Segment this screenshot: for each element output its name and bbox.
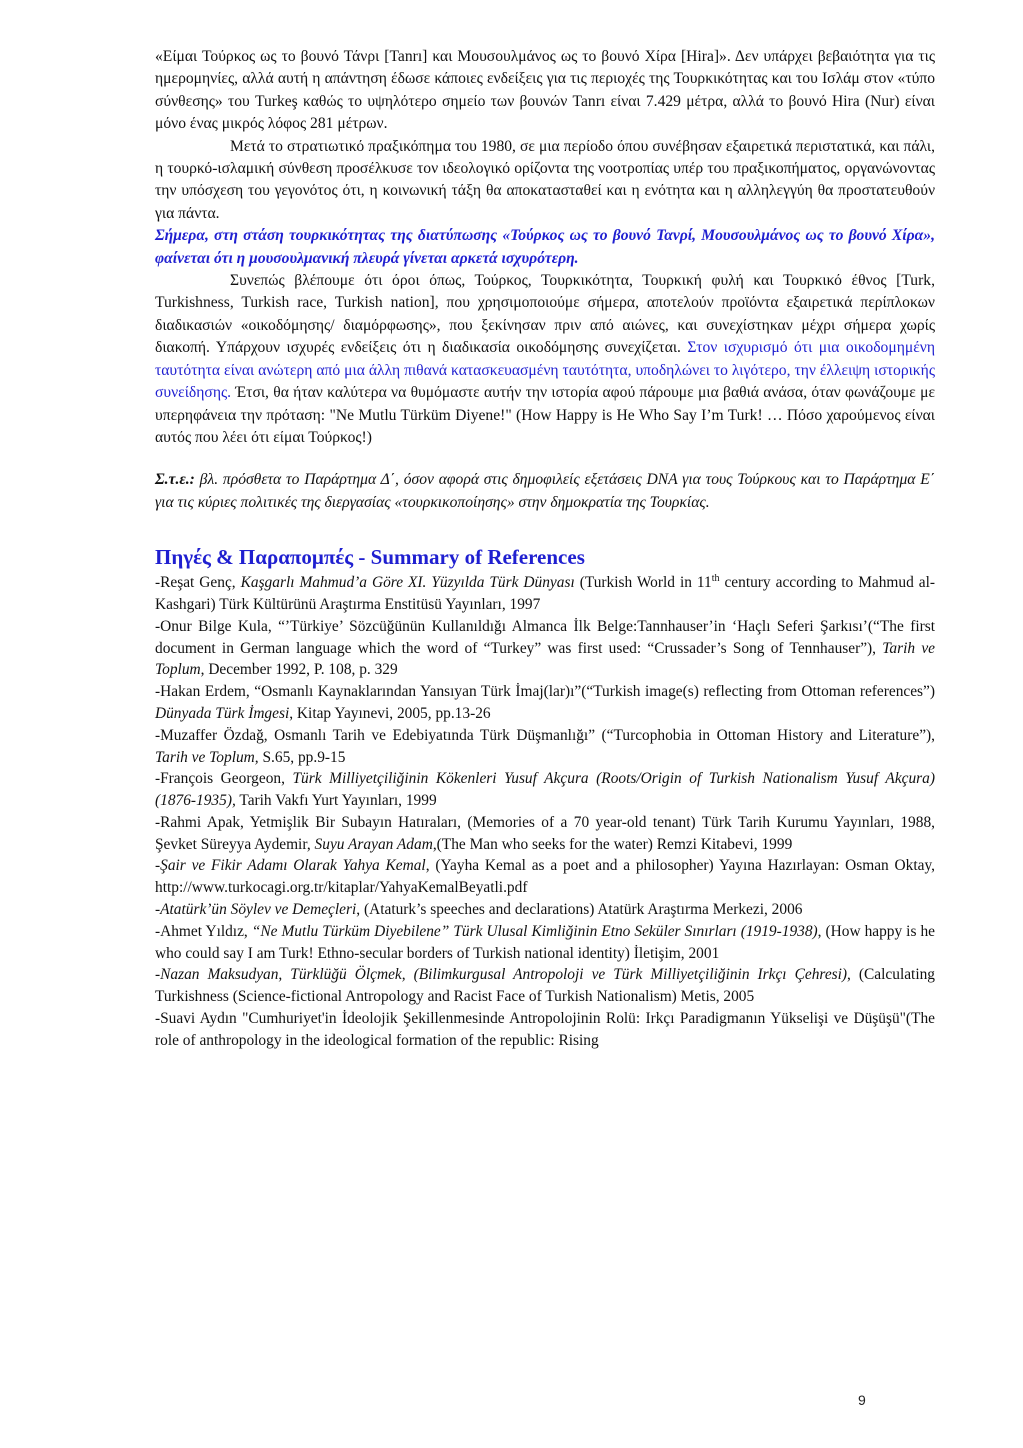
paragraph-4-highlight: Στον ισχυρισμό ότι μια οικοδομημένη ταυτότητα είναι ανώτερη από μια άλλη πιθανά κατασκευασμένη ταυτότητα, υποδηλώνει το λιγότερο, την έλλειψη ιστορικής συνείδησης. [155, 339, 935, 402]
reference-item [155, 616, 935, 681]
ref-text: ,(The Man who seeks for the water) Remzi Kitabevi, 1999 [432, 835, 793, 853]
editor-note-label: Σ.τ.ε.: [155, 471, 195, 489]
editor-note [155, 469, 935, 514]
ref-text: Tarih Vakfı Yurt Yayınları, 1999 [235, 792, 437, 810]
ref-title: “Ne Mutlu Türküm Diyebilene” Türk Ulusal Kimliğinin Etno Seküler Sınırları (1919-1938) [251, 922, 818, 940]
ref-text: -Onur Bilge Kula, “’Türkiye’ Sözcüğünün Kullanıldığı Almanca İlk Belge:Tannhauser’in ‘Haçlı Seferi Şarkısı’(“The first document in German language which the word of “Turkey” was first used: “Crussader’s Song of Tennhauser”), [155, 617, 935, 657]
ref-text: (Turkish World in 11 [574, 574, 712, 592]
reference-item [155, 768, 935, 812]
ref-title: Dünyada Türk İmgesi [155, 704, 290, 722]
reference-item [155, 725, 935, 769]
ref-text: -François Georgeon, [155, 770, 293, 788]
references-heading: Πηγές & Παραπομπές - Summary of References [155, 545, 585, 570]
page-number: 9 [858, 1392, 866, 1408]
ref-text: century according to Mahmud al-Kashgari) Türk Kültürünü Araştırma Enstitüsü Yayınları, 1997 [155, 574, 935, 613]
ref-text: , (Calculating Turkishness (Science-fictional Antropology and Racist Face of Turkish Nationalism) Metis, 2005 [155, 966, 935, 1006]
reference-item [155, 855, 935, 899]
ref-title: Tarih ve Toplum, [155, 748, 259, 766]
document-page [155, 46, 935, 1052]
ref-text: -Suavi Aydın "Cumhuriyet'in İdeolojik Şekillenmesinde Antropolojinin Rolü: Irkçı Paradigmanın Yükselişi ve Düşüşü"(The role of anthropology in the ideological formation of the republic: Rising [155, 1010, 935, 1049]
ref-text: , (Ataturk’s speeches and declarations) Atatürk Araştırma Merkezi, 2006 [356, 901, 803, 919]
ref-title: Tarih ve Toplum [155, 639, 935, 679]
ref-text: -Rahmi Apak, Yetmişlik Bir Subayın Hatıraları, (Memories of a 70 year-old tenant) Türk Tarih Kurumu Yayınları, 1988, Şevket Süreyya Aydemir, [155, 813, 935, 853]
ref-title: -Şair ve Fikir Adamı Olarak Yahya Kemal [155, 857, 426, 875]
reference-item [155, 812, 935, 856]
reference-item [155, 921, 935, 965]
ref-text: , December 1992, P. 108, p. 329 [200, 661, 398, 679]
reference-item [155, 899, 935, 921]
ref-text: , (Yayha Kemal as a poet and a philosopher) Yayına Hazırlayan: Osman Oktay, http://www.turkocagi.org.tr/kitaplar/YahyaKemalBeyatli.pdf [155, 857, 935, 897]
paragraph-4 [155, 270, 935, 449]
paragraph-1: «Είμαι Τούρκος ως το βουνό Τάνρι [Tanrı] και Μουσουλμάνος ως το βουνό Χίρα [Hira]». Δεν υπάρχει βεβαιότητα για τις ημερομηνίες, αλλά αυτή η απάντηση έδωσε κάποιες ενδείξεις για τις περιοχές της Τουρκικότητας και του Ισλάμ στον «τύπο σύνθεσης» του Turkeş καθώς το υψηλότερο σημείο των βουνών Tanrı είναι 7.429 μέτρα, αλλά το βουνό Hira (Nur) είναι μόνο ένας μικρός λόφος 281 μέτρων. [155, 48, 935, 133]
paragraph-4-end: Έτσι, θα ήταν καλύτερα να θυμόμαστε αυτήν την ιστορία αφού πάρουμε μια βαθιά ανάσα, όταν φωνάζουμε με υπερηφάνεια την πρόταση: "Ne Mutlu Türküm Diyene!" (How Happy is He Who Say I’m Turk! … Πόσο χαρούμενος είναι αυτός που λέει ότι είμαι Τούρκος!) [155, 384, 935, 446]
ref-title: Kaşgarlı Mahmud’a Göre XI. Yüzyılda Türk Dünyası [240, 574, 575, 592]
paragraph-2: Μετά το στρατιωτικό πραξικόπημα του 1980, σε μια περίοδο όπου συνέβησαν εξαιρετικά περιστατικά, και πάλι, η τουρκό-ισλαμική σύνθεση προσέλκυσε τον ιδεολογικό ορίζοντα της νοοτροπίας υπέρ του πραξικοπήματος, οργανώνοντας την υπόσχεση του γεγονότος ότι, η κοινωνική τάξη θα αποκατασταθεί και η ενότητα και η αλληλεγγύη θα προστατευθούν για πάντα. [155, 137, 935, 222]
reference-item [155, 1008, 935, 1052]
ref-superscript: th [711, 573, 720, 584]
ref-text: -Hakan Erdem, “Osmanlı Kaynaklarından Yansıyan Türk İmaj(lar)ı”(“Turkish image(s) reflecting from Ottoman references”) [155, 683, 935, 701]
paragraph-4-text: Συνεπώς βλέπουμε ότι όροι όπως, Τούρκος, Τουρκικότητα, Τουρκική φυλή και Τουρκικό έθνος [Turk, Turkishness, Turkish race, Turkish nation], που χρησιμοποιούμε σήμερα, αποτελούν προϊόντα εξαιρετικά περίπλοκων διαδικασιών «οικοδόμησης/ διαμόρφωσης», που ξεκίνησαν πριν από αιώνες, και συνεχίστηκαν μέχρι σήμερα χωρίς διακοπή. Υπάρχουν ισχυρές ενδείξεις ότι η διαδικασία οικοδόμησης συνεχίζεται. [155, 272, 935, 357]
editor-note-text: βλ. πρόσθετα το Παράρτημα Δ΄, όσον αφορά στις δημοφιλείς εξετάσεις DNA για τους Τούρκους και το Παράρτημα Ε΄ για τις κύριες πολιτικές της διεργασίας «τουρκικοποίησης» στην δημοκρατία της Τουρκίας. [155, 471, 935, 511]
ref-text: -Reşat Genç, [155, 574, 241, 592]
ref-text: -Muzaffer Özdağ, Osmanlı Tarih ve Edebiyatında Türk Düşmanlığı” (“Turcophobia in Ottoman History and Literature”), [155, 726, 935, 744]
reference-item [155, 681, 935, 725]
ref-text: S.65, pp.9-15 [258, 748, 346, 766]
ref-text: , (How happy is he who could say I am Turk! Ethno-secular borders of Turkish national identity) İletişim, 2001 [155, 922, 935, 962]
reference-item [155, 572, 935, 616]
reference-item [155, 964, 935, 1008]
ref-text: , Kitap Yayınevi, 2005, pp.13-26 [289, 704, 491, 722]
ref-title: Türk Milliyetçiliğinin Kökenleri Yusuf Akçura (Roots/Origin of Turkish Nationalism Yusuf Akçura) (1876-1935), [155, 770, 935, 810]
references-list [155, 572, 935, 1052]
ref-title: -Atatürk’ün Söylev ve Demeçleri [155, 901, 357, 919]
ref-text: -Ahmet Yıldız, [155, 922, 252, 940]
ref-title: -Nazan Maksudyan, Türklüğü Ölçmek, (Bilimkurgusal Antropoloji ve Türk Milliyetçiliğinin Irkçı Çehresi) [155, 966, 848, 984]
ref-title: Suyu Arayan Adam [314, 835, 433, 853]
highlighted-paragraph: Σήμερα, στη στάση τουρκικότητας της διατύπωσης «Τούρκος ως το βουνό Τανρί, Μουσουλμάνος ως το βουνό Χίρα», φαίνεται ότι η μουσουλμανική πλευρά γίνεται αρκετά ισχυρότερη. [155, 227, 935, 267]
